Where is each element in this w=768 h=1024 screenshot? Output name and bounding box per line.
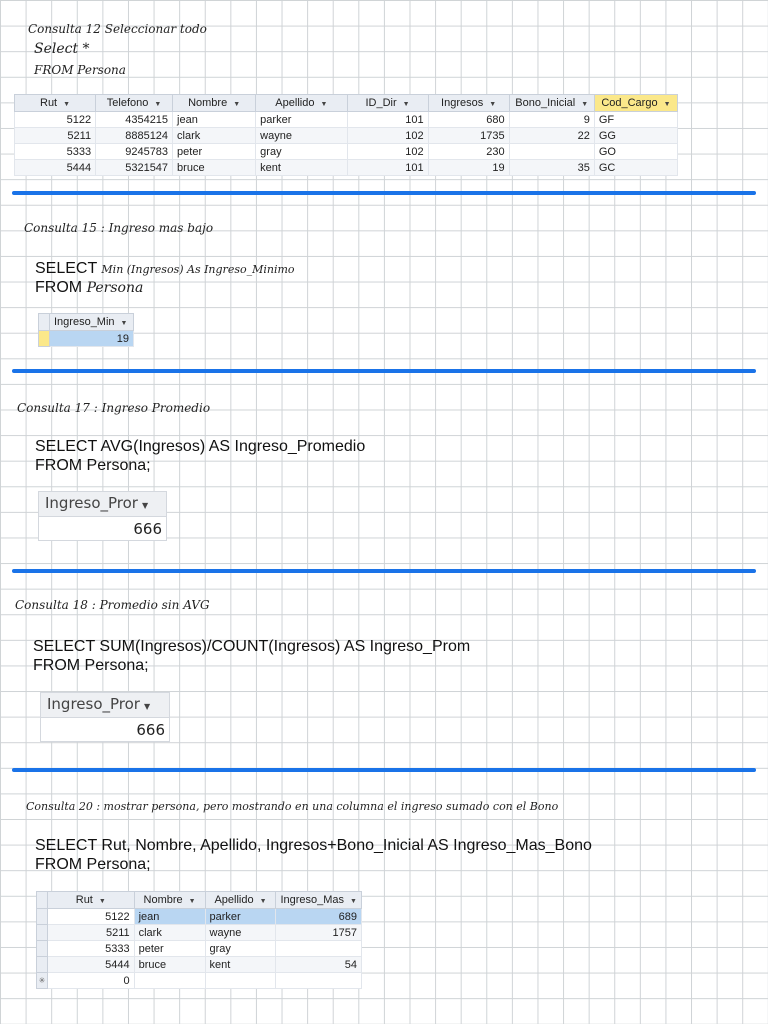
dropdown-arrow-icon[interactable]: ▼ [581, 101, 589, 108]
table-row[interactable] [15, 112, 678, 128]
dropdown-arrow-icon[interactable]: ▼ [143, 702, 151, 711]
cell-telefono[interactable]: 8885124 [96, 128, 173, 144]
cell-telefono[interactable]: 9245783 [96, 144, 173, 160]
consulta15-heading: Consulta 15 : Ingreso mas bajo [24, 221, 214, 235]
cell-nombre-new[interactable] [134, 973, 205, 989]
consulta15-table-name: Persona [86, 280, 144, 296]
dropdown-arrow-icon[interactable]: ▼ [233, 101, 241, 108]
cell-rut[interactable]: 5333 [47, 941, 134, 957]
cell-cod-cargo[interactable]: GG [594, 128, 677, 144]
cell-apellido[interactable]: parker [256, 112, 347, 128]
cell-rut[interactable]: 5444 [15, 160, 96, 176]
consulta12-heading: Consulta 12 Seleccionar todo [28, 22, 207, 36]
cell-nombre[interactable]: bruce [173, 160, 256, 176]
new-record-icon[interactable]: ✳ [37, 973, 48, 989]
cell-ingresos[interactable]: 230 [428, 144, 509, 160]
consulta12-select-line: Select * [34, 41, 90, 57]
consulta18-from-line: FROM Persona; [33, 657, 149, 674]
cell-rut[interactable]: 5211 [15, 128, 96, 144]
cell-apellido-new[interactable] [205, 973, 276, 989]
table-row[interactable] [15, 128, 678, 144]
cell-cod-cargo[interactable]: GF [594, 112, 677, 128]
cell-rut[interactable]: 5211 [47, 925, 134, 941]
dropdown-arrow-icon[interactable]: ▼ [154, 101, 162, 108]
cell-ingreso-promedio[interactable]: 666 [133, 520, 162, 538]
cell-ingreso-mas-bono[interactable] [276, 941, 362, 957]
column-header-ingreso-mas-bono[interactable]: Ingreso_Mas ▼ [276, 892, 362, 909]
consulta15-select-expression: Min (Ingresos) As Ingreso_Minimo [101, 263, 295, 276]
cell-apellido[interactable]: wayne [205, 925, 276, 941]
persona-table [14, 94, 678, 176]
consulta12-from-line: FROM Persona [34, 63, 126, 77]
cell-nombre[interactable]: peter [134, 941, 205, 957]
table-row[interactable] [15, 160, 678, 176]
cell-bono-inicial[interactable]: 9 [509, 112, 594, 128]
cell-id-dir[interactable]: 101 [347, 112, 428, 128]
cell-bono-inicial[interactable]: 22 [509, 128, 594, 144]
cell-nombre[interactable]: peter [173, 144, 256, 160]
new-record-row[interactable] [37, 973, 362, 989]
ingreso-min-result [38, 313, 134, 347]
table-row[interactable] [37, 957, 362, 973]
cell-nombre[interactable]: jean [173, 112, 256, 128]
cell-ingresos[interactable]: 680 [428, 112, 509, 128]
cell-nombre[interactable]: jean [134, 909, 205, 925]
cell-ingreso-mas-bono[interactable]: 689 [276, 909, 362, 925]
dropdown-arrow-icon[interactable]: ▼ [259, 898, 267, 905]
consulta15-select-line [35, 259, 295, 279]
column-header-ingresos[interactable]: Ingresos ▼ [428, 95, 509, 112]
cell-bono-inicial[interactable] [509, 144, 594, 160]
column-header-bono-inicial[interactable]: Bono_Inicial ▼ [509, 95, 594, 112]
cell-id-dir[interactable]: 102 [347, 128, 428, 144]
cell-rut[interactable]: 5333 [15, 144, 96, 160]
dropdown-arrow-icon[interactable]: ▼ [320, 101, 328, 108]
consulta15-from-line [35, 278, 143, 298]
cell-id-dir[interactable]: 101 [347, 160, 428, 176]
row-selector[interactable] [39, 331, 50, 347]
cell-nombre[interactable]: clark [173, 128, 256, 144]
cell-apellido[interactable]: kent [205, 957, 276, 973]
cell-rut-new[interactable]: 0 [47, 973, 134, 989]
cell-apellido[interactable]: kent [256, 160, 347, 176]
ingreso-promedio-result [38, 491, 167, 541]
table-row[interactable] [37, 909, 362, 925]
cell-telefono[interactable]: 4354215 [96, 112, 173, 128]
table-row[interactable] [37, 925, 362, 941]
persona-table-header [15, 95, 678, 112]
consulta17-heading: Consulta 17 : Ingreso Promedio [17, 401, 211, 415]
cell-apellido[interactable]: wayne [256, 128, 347, 144]
consulta20-select-line: SELECT Rut, Nombre, Apellido, Ingresos+Bono_Inicial AS Ingreso_Mas_Bono [35, 837, 592, 854]
row-selector[interactable] [37, 925, 48, 941]
row-selector[interactable] [37, 909, 48, 925]
dropdown-arrow-icon[interactable]: ▼ [188, 898, 196, 905]
cell-id-dir[interactable]: 102 [347, 144, 428, 160]
column-header-ingreso-prom[interactable]: Ingreso_Pror ▼ [41, 693, 169, 718]
cell-nombre[interactable]: clark [134, 925, 205, 941]
table-row[interactable] [37, 941, 362, 957]
section-divider [12, 768, 756, 772]
table-row[interactable] [15, 144, 678, 160]
dropdown-arrow-icon[interactable]: ▼ [663, 101, 671, 108]
column-header-telefono[interactable]: Telefono ▼ [96, 95, 173, 112]
table-row[interactable] [39, 331, 134, 347]
cell-apellido[interactable]: gray [205, 941, 276, 957]
cell-cod-cargo[interactable]: GC [594, 160, 677, 176]
dropdown-arrow-icon[interactable]: ▼ [98, 898, 106, 905]
cell-ingreso-prom[interactable]: 666 [136, 721, 165, 739]
section-divider [12, 569, 756, 573]
column-header-nombre[interactable]: Nombre ▼ [134, 892, 205, 909]
dropdown-arrow-icon[interactable]: ▼ [63, 101, 71, 108]
column-header-id-dir[interactable]: ID_Dir ▼ [347, 95, 428, 112]
cell-cod-cargo[interactable]: GO [594, 144, 677, 160]
column-header-ingreso-promedio[interactable]: Ingreso_Pror ▼ [39, 492, 166, 517]
row-selector[interactable] [37, 957, 48, 973]
cell-bono-inicial[interactable]: 35 [509, 160, 594, 176]
cell-ingreso-mas-bono[interactable]: 1757 [276, 925, 362, 941]
consulta20-heading: Consulta 20 : mostrar persona, pero mostrando en una columna el ingreso sumado con el Bono [26, 800, 559, 813]
cell-nombre[interactable]: bruce [134, 957, 205, 973]
dropdown-arrow-icon[interactable]: ▼ [120, 320, 128, 327]
cell-ingreso-min[interactable]: 19 [50, 331, 134, 347]
consulta18-select-line: SELECT SUM(Ingresos)/COUNT(Ingresos) AS Ingreso_Prom [33, 638, 471, 655]
cell-rut[interactable]: 5122 [47, 909, 134, 925]
sql-keyword-select: SELECT [35, 260, 97, 277]
dropdown-arrow-icon[interactable]: ▼ [489, 101, 497, 108]
consulta17-from-line: FROM Persona; [35, 457, 151, 474]
cell-apellido[interactable]: gray [256, 144, 347, 160]
cell-ingresos[interactable]: 1735 [428, 128, 509, 144]
row-selector-header[interactable] [39, 314, 50, 331]
dropdown-arrow-icon[interactable]: ▼ [141, 501, 149, 510]
ingreso-prom-result [40, 692, 170, 742]
cell-ingresos[interactable]: 19 [428, 160, 509, 176]
section-divider [12, 191, 756, 195]
cell-apellido[interactable]: parker [205, 909, 276, 925]
row-selector-header[interactable] [37, 892, 48, 909]
table-header [37, 892, 362, 909]
section-divider [12, 369, 756, 373]
cell-ingreso-mas-bono-new[interactable] [276, 973, 362, 989]
consulta20-from-line: FROM Persona; [35, 856, 151, 873]
cell-rut[interactable]: 5122 [15, 112, 96, 128]
row-selector[interactable] [37, 941, 48, 957]
column-header-nombre[interactable]: Nombre ▼ [173, 95, 256, 112]
cell-telefono[interactable]: 5321547 [96, 160, 173, 176]
sql-keyword-from: FROM [35, 279, 83, 296]
dropdown-arrow-icon[interactable]: ▼ [402, 101, 410, 108]
cell-rut[interactable]: 5444 [47, 957, 134, 973]
column-header-ingreso-min[interactable]: Ingreso_Min ▼ [50, 314, 134, 331]
ingreso-mas-bono-table [36, 891, 362, 989]
column-header-apellido[interactable]: Apellido ▼ [205, 892, 276, 909]
consulta18-heading: Consulta 18 : Promedio sin AVG [15, 598, 210, 612]
cell-ingreso-mas-bono[interactable]: 54 [276, 957, 362, 973]
dropdown-arrow-icon[interactable]: ▼ [350, 898, 357, 905]
consulta17-select-line: SELECT AVG(Ingresos) AS Ingreso_Promedio [35, 438, 366, 455]
column-header-rut[interactable]: Rut ▼ [15, 95, 96, 112]
column-header-rut[interactable]: Rut ▼ [47, 892, 134, 909]
column-header-cod-cargo[interactable]: Cod_Cargo ▼ [594, 95, 677, 112]
column-header-apellido[interactable]: Apellido ▼ [256, 95, 347, 112]
